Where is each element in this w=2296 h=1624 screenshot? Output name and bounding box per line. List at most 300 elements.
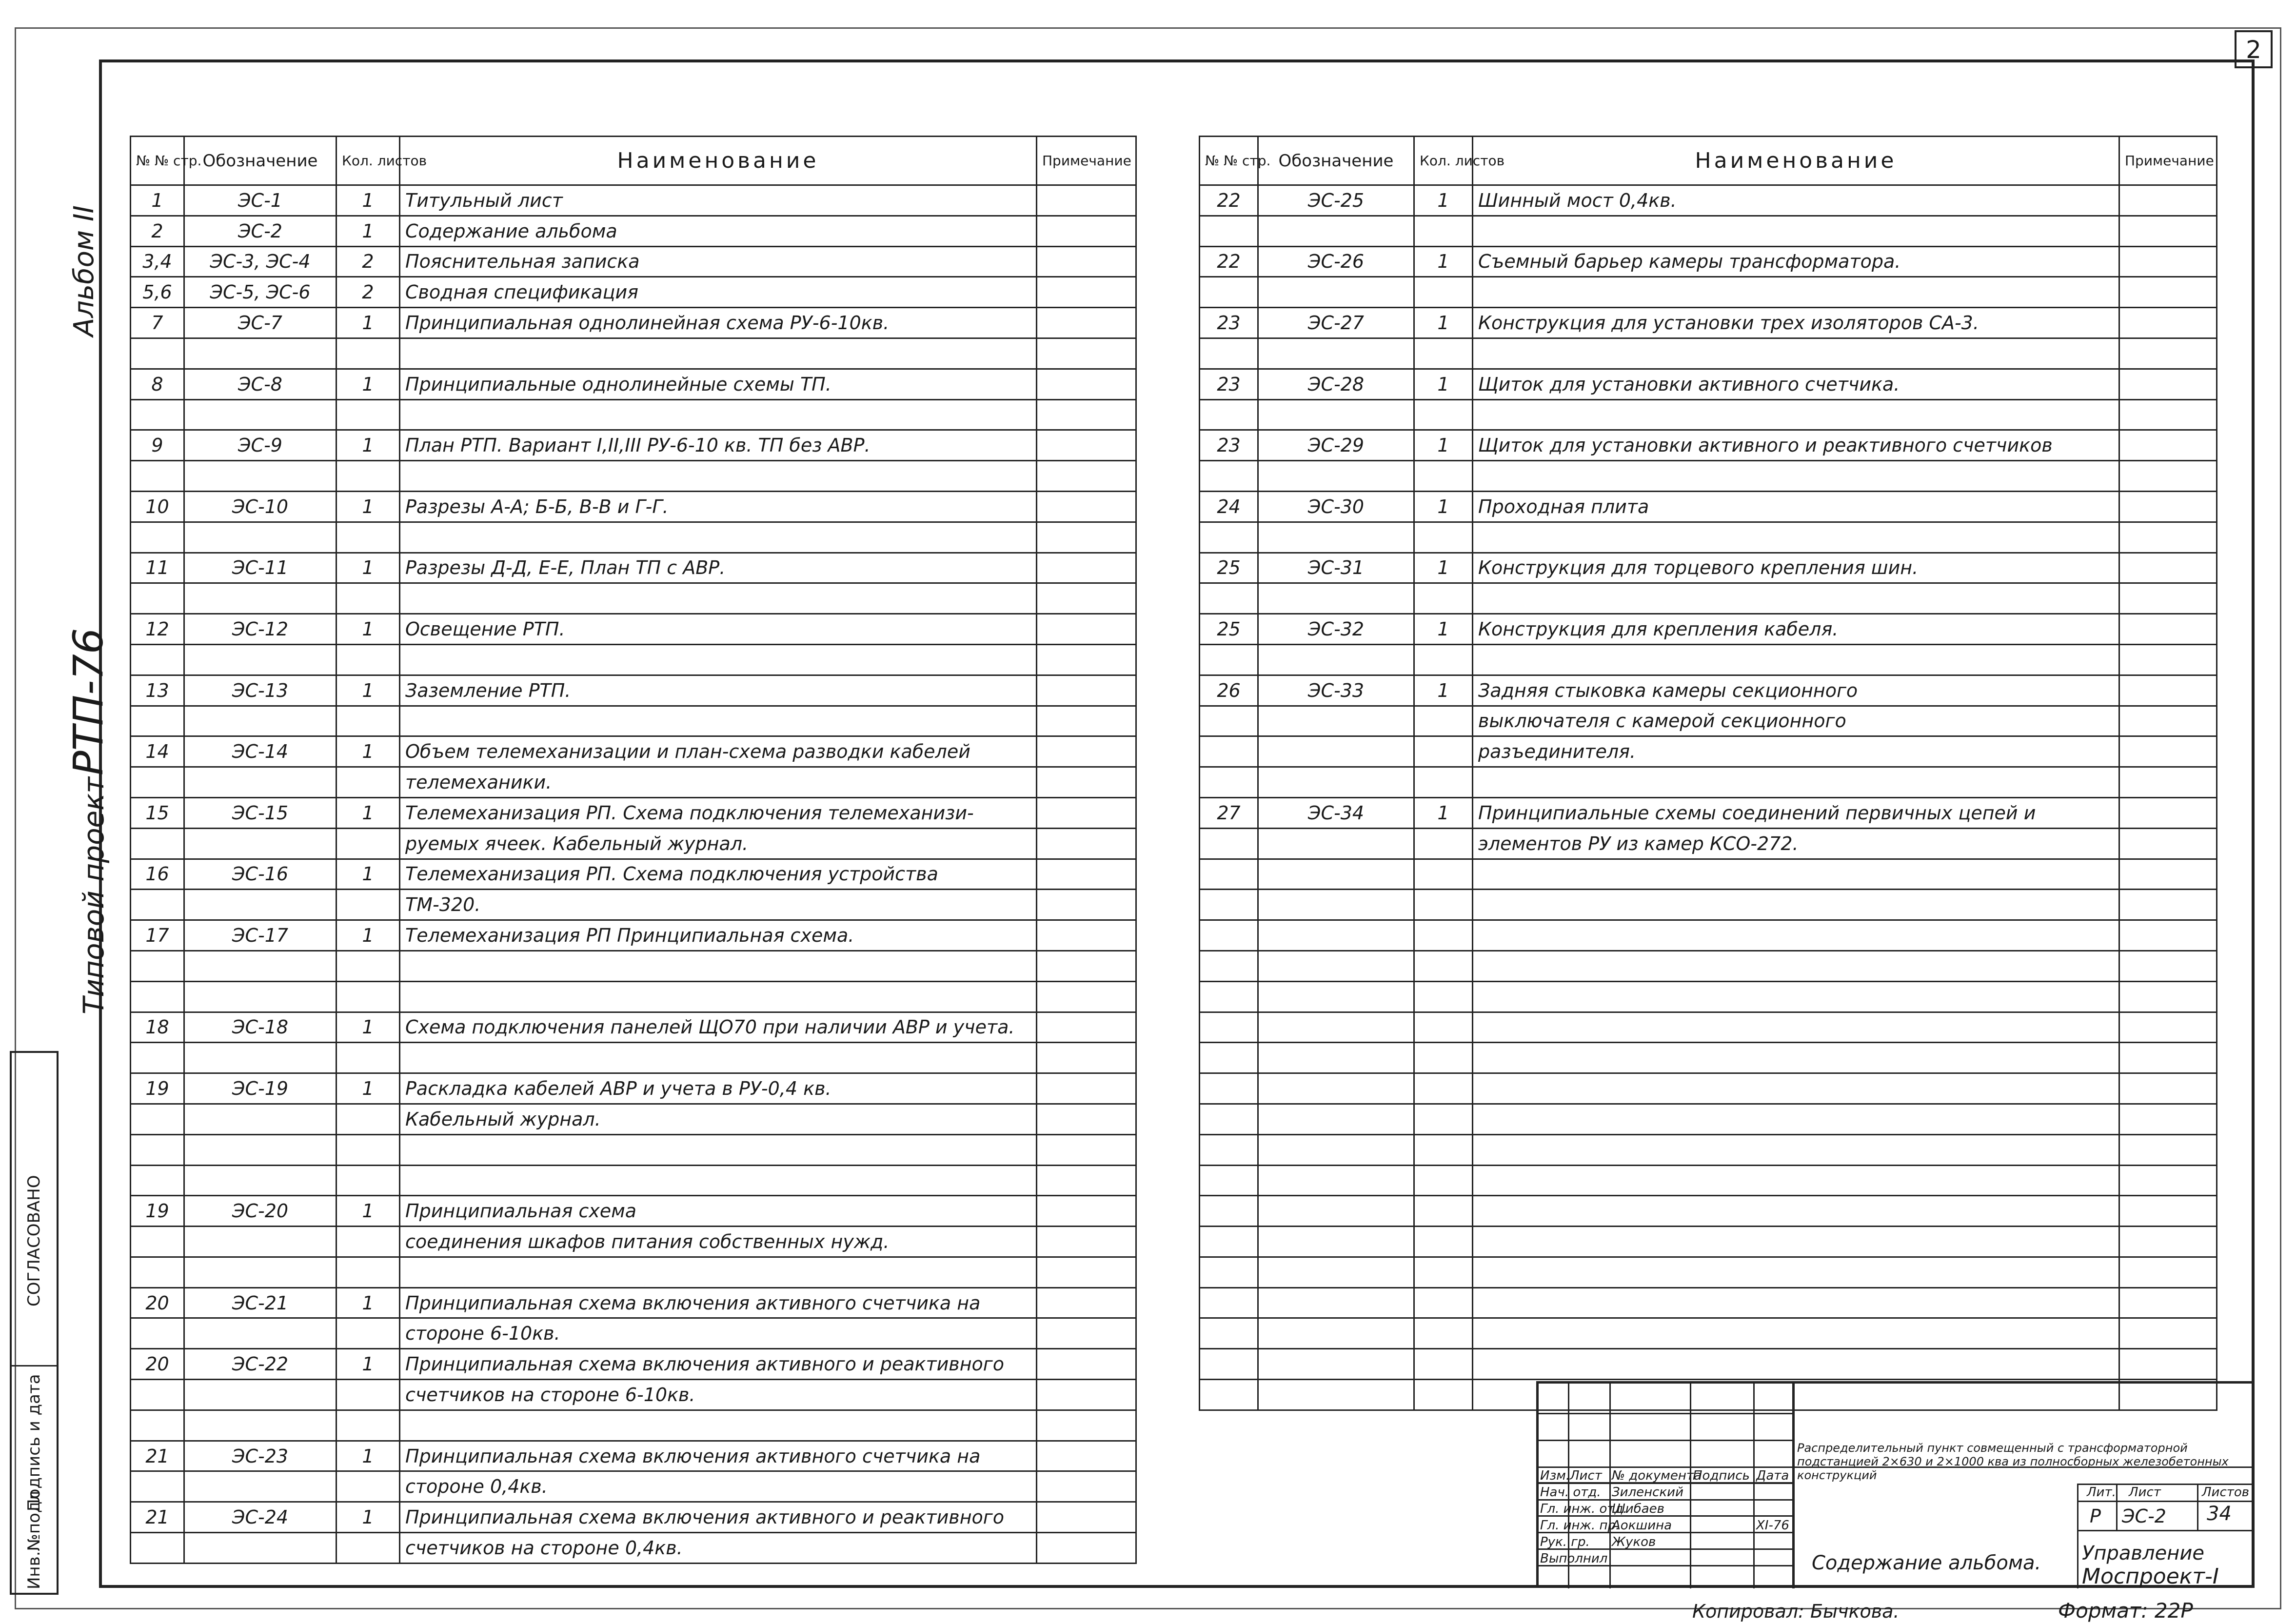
- row-num: 25: [1200, 614, 1258, 645]
- row-num: 9: [131, 430, 184, 461]
- row-note: [2119, 461, 2217, 492]
- table-row: [1200, 920, 2217, 951]
- row-num: [1200, 828, 1258, 859]
- row-name: Конструкция для установки трех изоляторов СА-3.: [1473, 308, 2119, 338]
- row-sheets: [1414, 583, 1473, 614]
- row-sheets: [1414, 1073, 1473, 1104]
- row-designation: [184, 1043, 336, 1073]
- row-note: [1037, 1227, 1136, 1257]
- row-designation: ЭС-15: [184, 797, 336, 828]
- col-header-sheets: Кол. листов: [1414, 137, 1473, 185]
- row-note: [1037, 369, 1136, 399]
- row-name: Конструкция для торцевого крепления шин.: [1473, 553, 2119, 583]
- row-sheets: [1414, 828, 1473, 859]
- row-designation: [184, 1471, 336, 1502]
- row-designation: [1258, 706, 1414, 736]
- row-name: Съемный барьер камеры трансформатора.: [1473, 246, 2119, 277]
- row-note: [2119, 553, 2217, 583]
- row-num: 5,6: [131, 277, 184, 308]
- row-num: 18: [131, 1012, 184, 1043]
- row-num: [1200, 1043, 1258, 1073]
- row-sheets: [336, 338, 400, 369]
- lit-value: Р: [2090, 1505, 2101, 1527]
- table-row: [1200, 859, 2217, 890]
- table-row: [131, 1410, 1136, 1441]
- row-name: [1473, 1165, 2119, 1196]
- row-name: [1473, 216, 2119, 246]
- row-designation: [184, 338, 336, 369]
- row-designation: [184, 828, 336, 859]
- role-4: Рук. гр.: [1540, 1535, 1590, 1549]
- table-row: [1200, 338, 2217, 369]
- table-row: [1200, 1043, 2217, 1073]
- table-row: [131, 1012, 1136, 1043]
- row-designation: [184, 1104, 336, 1134]
- row-designation: ЭС-31: [1258, 553, 1414, 583]
- table-row: [131, 338, 1136, 369]
- row-note: [1037, 430, 1136, 461]
- table-row: [131, 1043, 1136, 1073]
- row-note: [1037, 706, 1136, 736]
- table-row: [131, 981, 1136, 1012]
- table-row: [1200, 1349, 2217, 1380]
- row-num: [1200, 890, 1258, 920]
- row-note: [2119, 583, 2217, 614]
- row-name: [400, 706, 1037, 736]
- row-sheets: 1: [336, 675, 400, 706]
- table-row: [1200, 491, 2217, 522]
- row-note: [1037, 1165, 1136, 1196]
- row-note: [2119, 767, 2217, 798]
- row-name: Принципиальная схема включения активного и реактивного: [400, 1349, 1037, 1380]
- row-num: [131, 1533, 184, 1564]
- row-num: [131, 1227, 184, 1257]
- row-num: 20: [131, 1287, 184, 1318]
- row-num: [1200, 1012, 1258, 1043]
- row-sheets: 1: [336, 430, 400, 461]
- row-note: [1037, 828, 1136, 859]
- row-designation: [1258, 981, 1414, 1012]
- row-note: [1037, 1196, 1136, 1227]
- col-sign: Подпись: [1693, 1468, 1750, 1483]
- row-num: [1200, 1165, 1258, 1196]
- table-row: [131, 1165, 1136, 1196]
- row-sheets: 1: [1414, 430, 1473, 461]
- row-name: [1473, 951, 2119, 981]
- row-sheets: [336, 1318, 400, 1349]
- row-num: 8: [131, 369, 184, 399]
- table-row: [131, 951, 1136, 981]
- row-num: 10: [131, 491, 184, 522]
- contents-table-left: [130, 136, 1137, 1564]
- row-name: Раскладка кабелей АВР и учета в РУ-0,4 кв.: [400, 1073, 1037, 1104]
- row-name: выключателя с камерой секционного: [1473, 706, 2119, 736]
- row-sheets: [1414, 859, 1473, 890]
- row-name: [1473, 1012, 2119, 1043]
- row-sheets: 1: [336, 308, 400, 338]
- row-note: [2119, 797, 2217, 828]
- row-note: [2119, 369, 2217, 399]
- left-table-body: [131, 185, 1136, 1564]
- row-name: [1473, 890, 2119, 920]
- table-row: [131, 736, 1136, 767]
- row-name: [400, 1165, 1037, 1196]
- row-note: [1037, 1410, 1136, 1441]
- row-num: [1200, 216, 1258, 246]
- row-note: [1037, 185, 1136, 216]
- sheet-label: Лист: [2129, 1485, 2161, 1500]
- row-num: [1200, 583, 1258, 614]
- row-designation: ЭС-10: [184, 491, 336, 522]
- row-designation: ЭС-23: [184, 1441, 336, 1471]
- table-row: [1200, 277, 2217, 308]
- row-designation: ЭС-11: [184, 553, 336, 583]
- table-row: [1200, 1012, 2217, 1043]
- row-note: [1037, 491, 1136, 522]
- sheet-format: Формат: 22Р: [2058, 1599, 2193, 1623]
- row-num: [131, 828, 184, 859]
- row-num: [131, 399, 184, 430]
- table-row: [131, 185, 1136, 216]
- row-sheets: [336, 1380, 400, 1410]
- row-sheets: [1414, 1165, 1473, 1196]
- row-num: [131, 1134, 184, 1165]
- row-note: [2119, 1043, 2217, 1073]
- contents-table-right: [1199, 136, 2217, 1411]
- org-line-2: Моспроект-I: [2082, 1564, 2219, 1589]
- row-designation: [184, 767, 336, 798]
- row-note: [1037, 522, 1136, 553]
- row-name: [1473, 1104, 2119, 1134]
- row-note: [2119, 675, 2217, 706]
- row-note: [2119, 706, 2217, 736]
- table-row: [1200, 216, 2217, 246]
- row-num: 19: [131, 1196, 184, 1227]
- row-num: [1200, 644, 1258, 675]
- row-designation: ЭС-2: [184, 216, 336, 246]
- table-row: [131, 644, 1136, 675]
- row-name: Шинный мост 0,4кв.: [1473, 185, 2119, 216]
- row-designation: [1258, 583, 1414, 614]
- approval-strip: [10, 1051, 59, 1595]
- project-code: РТП-76: [64, 628, 112, 775]
- row-num: 13: [131, 675, 184, 706]
- table-row: [1200, 706, 2217, 736]
- row-num: [1200, 338, 1258, 369]
- row-designation: ЭС-7: [184, 308, 336, 338]
- row-num: 27: [1200, 797, 1258, 828]
- row-sheets: [1414, 1349, 1473, 1380]
- table-row: [131, 461, 1136, 492]
- table-row: [131, 614, 1136, 645]
- row-sheets: [336, 951, 400, 981]
- row-num: 21: [131, 1502, 184, 1533]
- row-designation: [184, 1257, 336, 1287]
- row-name: [1473, 1227, 2119, 1257]
- row-sheets: [1414, 1196, 1473, 1227]
- role-2: Гл. инж. отд.: [1540, 1502, 1627, 1516]
- row-note: [1037, 277, 1136, 308]
- table-row: [1200, 675, 2217, 706]
- row-note: [1037, 1441, 1136, 1471]
- row-sheets: 1: [336, 1349, 400, 1380]
- row-num: [1200, 1380, 1258, 1410]
- role-5: Выполнил: [1540, 1551, 1608, 1566]
- col-header-sheets: Кол. листов: [336, 137, 400, 185]
- row-sheets: 1: [1414, 308, 1473, 338]
- row-designation: [1258, 1012, 1414, 1043]
- row-name: [1473, 1349, 2119, 1380]
- row-sheets: [336, 1104, 400, 1134]
- row-designation: ЭС-8: [184, 369, 336, 399]
- table-row: [1200, 1318, 2217, 1349]
- row-name: [400, 951, 1037, 981]
- person-4: Жуков: [1612, 1535, 1656, 1549]
- row-name: Телемеханизация РП. Схема подключения устройства: [400, 859, 1037, 890]
- row-note: [2119, 1012, 2217, 1043]
- row-designation: [184, 583, 336, 614]
- row-name: [1473, 461, 2119, 492]
- row-designation: ЭС-17: [184, 920, 336, 951]
- row-num: [131, 706, 184, 736]
- person-3: Аокшина: [1612, 1518, 1672, 1533]
- row-name: Щиток для установки активного и реактивного счетчиков: [1473, 430, 2119, 461]
- row-num: [1200, 1104, 1258, 1134]
- row-designation: [1258, 399, 1414, 430]
- row-note: [2119, 828, 2217, 859]
- row-note: [2119, 859, 2217, 890]
- row-note: [2119, 614, 2217, 645]
- row-note: [1037, 583, 1136, 614]
- row-note: [2119, 644, 2217, 675]
- row-note: [2119, 890, 2217, 920]
- table-row: [131, 553, 1136, 583]
- row-num: [131, 583, 184, 614]
- table-row: [1200, 767, 2217, 798]
- table-row: [131, 216, 1136, 246]
- row-note: [2119, 216, 2217, 246]
- row-num: [1200, 951, 1258, 981]
- title-block: [1536, 1381, 2252, 1589]
- row-designation: [1258, 1257, 1414, 1287]
- row-note: [1037, 1287, 1136, 1318]
- table-row: [1200, 981, 2217, 1012]
- row-num: [131, 522, 184, 553]
- row-note: [2119, 951, 2217, 981]
- row-name: Телемеханизация РП. Схема подключения телемеханизи-: [400, 797, 1037, 828]
- inv-label: Инв.№подл: [24, 1490, 44, 1589]
- row-num: 7: [131, 308, 184, 338]
- row-name: [400, 399, 1037, 430]
- row-designation: [1258, 338, 1414, 369]
- row-designation: [184, 1227, 336, 1257]
- row-sheets: [1414, 1043, 1473, 1073]
- row-name: [400, 1410, 1037, 1441]
- row-designation: ЭС-34: [1258, 797, 1414, 828]
- row-designation: [1258, 1196, 1414, 1227]
- row-designation: ЭС-29: [1258, 430, 1414, 461]
- row-name: Пояснительная записка: [400, 246, 1037, 277]
- row-sheets: 1: [336, 1502, 400, 1533]
- row-designation: ЭС-33: [1258, 675, 1414, 706]
- row-num: [1200, 736, 1258, 767]
- row-num: [1200, 461, 1258, 492]
- row-name: Разрезы Д-Д, Е-Е, План ТП с АВР.: [400, 553, 1037, 583]
- row-sheets: [336, 399, 400, 430]
- row-note: [2119, 277, 2217, 308]
- table-row: [1200, 369, 2217, 399]
- row-note: [2119, 1257, 2217, 1287]
- project-label: Типовой проект: [77, 776, 110, 1014]
- row-note: [2119, 981, 2217, 1012]
- row-designation: [1258, 1227, 1414, 1257]
- row-sheets: 1: [1414, 246, 1473, 277]
- row-name: [1473, 767, 2119, 798]
- row-num: [131, 981, 184, 1012]
- row-num: [131, 461, 184, 492]
- row-num: 1: [131, 185, 184, 216]
- row-name: Разрезы А-А; Б-Б, В-В и Г-Г.: [400, 491, 1037, 522]
- row-designation: [1258, 461, 1414, 492]
- row-name: Принципиальная схема включения активного счетчика на: [400, 1441, 1037, 1471]
- row-sheets: [336, 1471, 400, 1502]
- row-name: Принципиальные однолинейные схемы ТП.: [400, 369, 1037, 399]
- row-num: [131, 890, 184, 920]
- row-num: [1200, 1287, 1258, 1318]
- page-number: 2: [2235, 30, 2273, 68]
- row-sheets: 1: [336, 1287, 400, 1318]
- table-row: [131, 1471, 1136, 1502]
- row-designation: [184, 951, 336, 981]
- row-sheets: [336, 1043, 400, 1073]
- row-note: [2119, 920, 2217, 951]
- row-name: [1473, 1287, 2119, 1318]
- table-row: [131, 767, 1136, 798]
- col-list: Лист: [1570, 1468, 1602, 1483]
- row-name: [1473, 522, 2119, 553]
- person-2: Шибаев: [1612, 1502, 1664, 1516]
- row-sheets: 1: [336, 614, 400, 645]
- row-name: [400, 1257, 1037, 1287]
- row-name: [1473, 1134, 2119, 1165]
- row-name: [400, 981, 1037, 1012]
- table-row: [131, 369, 1136, 399]
- row-name: [1473, 1043, 2119, 1073]
- row-sheets: [336, 1533, 400, 1564]
- row-name: Содержание альбома: [400, 216, 1037, 246]
- row-sheets: [1414, 1227, 1473, 1257]
- row-designation: [1258, 216, 1414, 246]
- row-name: Принципиальные схемы соединений первичных цепей и: [1473, 797, 2119, 828]
- row-sheets: [336, 583, 400, 614]
- row-num: [131, 951, 184, 981]
- row-num: [1200, 920, 1258, 951]
- table-row: [1200, 553, 2217, 583]
- row-note: [1037, 951, 1136, 981]
- row-sheets: 1: [336, 797, 400, 828]
- row-name: Проходная плита: [1473, 491, 2119, 522]
- row-name: [400, 583, 1037, 614]
- table-row: [1200, 1257, 2217, 1287]
- col-header-designation: Обозначение: [1258, 137, 1414, 185]
- table-row: [1200, 308, 2217, 338]
- row-note: [1037, 736, 1136, 767]
- row-note: [1037, 859, 1136, 890]
- row-sheets: [336, 706, 400, 736]
- date-3: XI-76: [1756, 1518, 1789, 1533]
- row-num: [1200, 767, 1258, 798]
- row-num: [131, 1257, 184, 1287]
- row-designation: ЭС-5, ЭС-6: [184, 277, 336, 308]
- table-row: [131, 1196, 1136, 1227]
- table-row: [1200, 430, 2217, 461]
- row-num: [131, 767, 184, 798]
- project-description: Распределительный пункт совмещенный с трансформаторной подстанцией 2×630 и 2×1000 ква из полносборных железобетонных конструкций: [1797, 1441, 2229, 1482]
- row-num: 19: [131, 1073, 184, 1104]
- row-name: стороне 6-10кв.: [400, 1318, 1037, 1349]
- col-header-designation: Обозначение: [184, 137, 336, 185]
- row-name: телемеханики.: [400, 767, 1037, 798]
- row-name: разъединителя.: [1473, 736, 2119, 767]
- row-note: [2119, 1287, 2217, 1318]
- row-sheets: [336, 1410, 400, 1441]
- row-designation: ЭС-30: [1258, 491, 1414, 522]
- row-note: [1037, 1257, 1136, 1287]
- copied-by: Копировал: Бычкова.: [1692, 1601, 1900, 1622]
- row-num: [1200, 522, 1258, 553]
- table-row: [1200, 461, 2217, 492]
- row-name: Задняя стыковка камеры секционного: [1473, 675, 2119, 706]
- row-sheets: [336, 522, 400, 553]
- row-designation: [1258, 828, 1414, 859]
- row-note: [1037, 399, 1136, 430]
- col-izm: Изм.: [1540, 1468, 1570, 1483]
- row-num: 2: [131, 216, 184, 246]
- table-row: [131, 430, 1136, 461]
- table-row: [1200, 736, 2217, 767]
- row-sheets: [336, 461, 400, 492]
- row-sheets: [1414, 644, 1473, 675]
- row-sheets: [336, 644, 400, 675]
- row-sheets: [336, 828, 400, 859]
- row-designation: ЭС-18: [184, 1012, 336, 1043]
- row-sheets: 1: [336, 1441, 400, 1471]
- row-note: [2119, 736, 2217, 767]
- row-sheets: [1414, 1012, 1473, 1043]
- table-row: [131, 1318, 1136, 1349]
- row-note: [1037, 1533, 1136, 1564]
- row-designation: ЭС-14: [184, 736, 336, 767]
- row-designation: ЭС-12: [184, 614, 336, 645]
- row-name: [1473, 1318, 2119, 1349]
- table-row: [131, 246, 1136, 277]
- row-designation: [1258, 920, 1414, 951]
- row-designation: [1258, 859, 1414, 890]
- row-designation: [1258, 1380, 1414, 1410]
- row-designation: [184, 1134, 336, 1165]
- row-designation: [184, 1380, 336, 1410]
- row-sheets: 1: [336, 1196, 400, 1227]
- row-note: [1037, 1043, 1136, 1073]
- row-num: 23: [1200, 369, 1258, 399]
- row-sheets: [1414, 767, 1473, 798]
- row-designation: [1258, 644, 1414, 675]
- row-num: 16: [131, 859, 184, 890]
- row-num: [131, 1318, 184, 1349]
- table-row: [131, 828, 1136, 859]
- row-designation: [1258, 736, 1414, 767]
- row-designation: [184, 644, 336, 675]
